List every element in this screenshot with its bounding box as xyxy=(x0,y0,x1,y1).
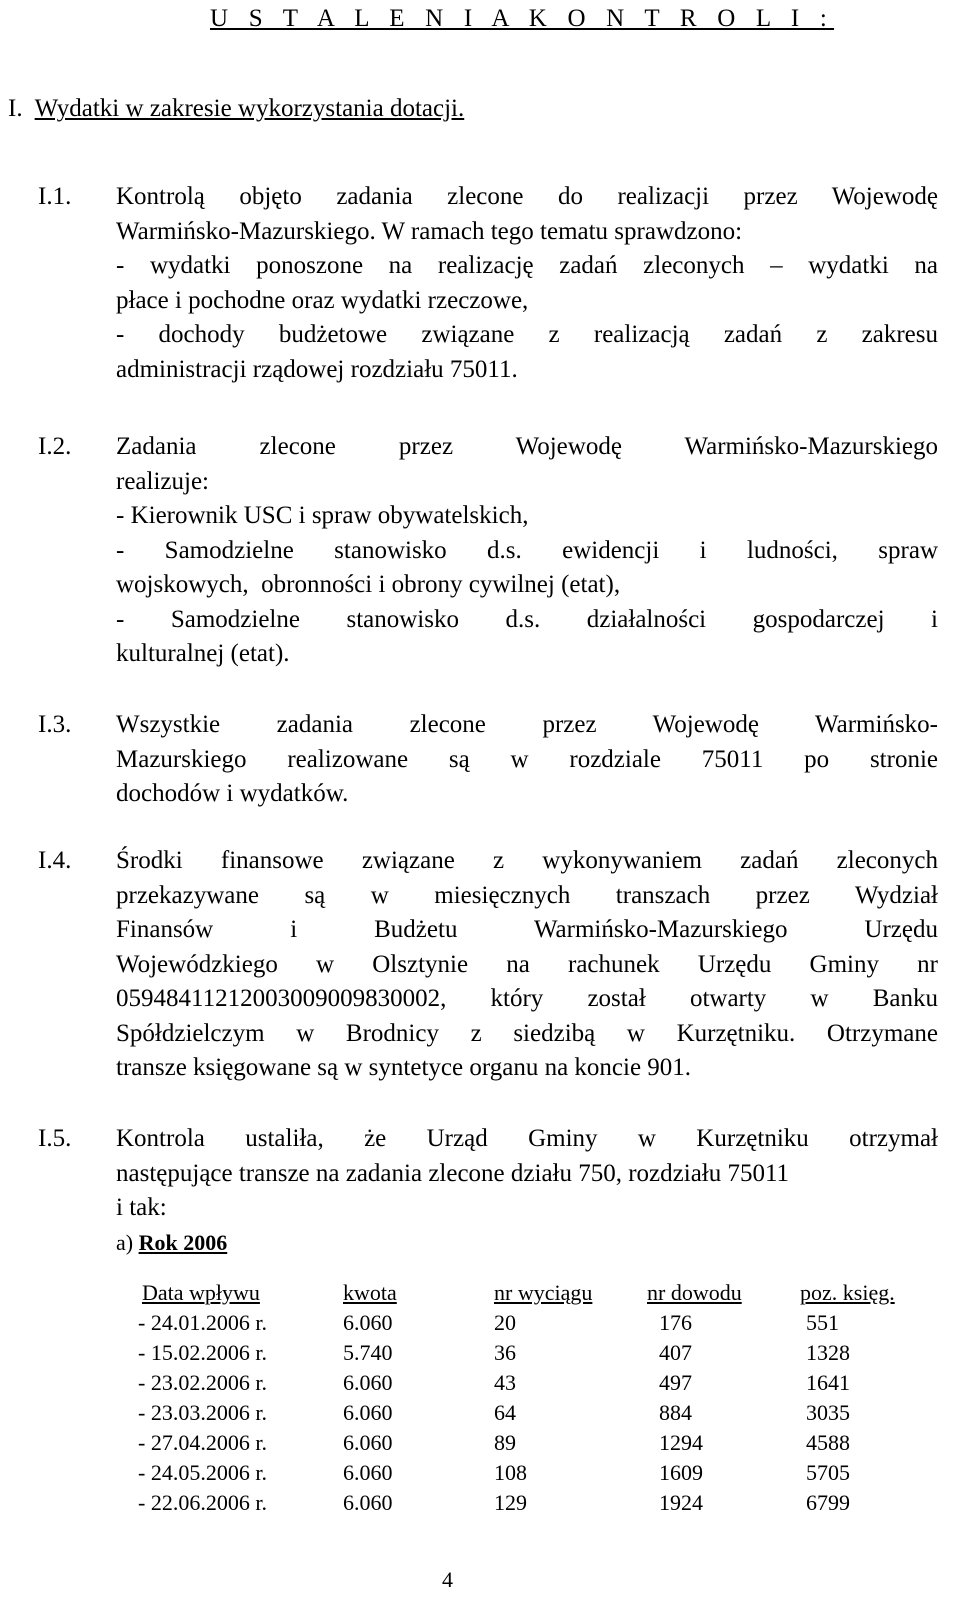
table-cell: 407 xyxy=(659,1340,692,1365)
table-cell: 5.740 xyxy=(343,1340,393,1365)
column-header: nr dowodu xyxy=(647,1280,742,1305)
paragraph-body xyxy=(116,708,938,812)
section-number: I. xyxy=(8,95,23,122)
text-line: płace i pochodne oraz wydatki rzeczowe, xyxy=(116,286,529,314)
table-cell: 1328 xyxy=(806,1340,850,1365)
text-line: Wojewódzkiego w Olsztynie na rachunek Urzędu Gminy nr xyxy=(116,950,938,978)
table-cell: - 24.05.2006 r. xyxy=(138,1460,267,1485)
table-cell: 89 xyxy=(494,1430,516,1455)
text-line: i tak: xyxy=(116,1194,167,1221)
text-line: Zadania zlecone przez Wojewodę Warmińsko-Mazurskiego xyxy=(116,433,938,460)
table-cell: 884 xyxy=(659,1400,692,1425)
table-cell: 1641 xyxy=(806,1370,850,1395)
text-line: następujące transze na zadania zlecone działu 750, rozdziału 75011 xyxy=(116,1159,790,1187)
page-title: U S T A L E N I A K O N T R O L I : xyxy=(210,5,835,32)
table-cell: 6.060 xyxy=(343,1490,393,1515)
table-cell: - 15.02.2006 r. xyxy=(138,1340,267,1365)
table-cell: 5705 xyxy=(806,1460,850,1485)
text-line: przekazywane są w miesięcznych transzach przez Wydział xyxy=(116,881,938,909)
table-cell: - 23.02.2006 r. xyxy=(138,1370,267,1395)
table-cell: 36 xyxy=(494,1340,516,1365)
table-cell: 1294 xyxy=(659,1430,703,1455)
table-cell: 4588 xyxy=(806,1430,850,1455)
table-cell: 64 xyxy=(494,1400,516,1425)
table-cell: - 22.06.2006 r. xyxy=(138,1490,267,1515)
table-cell: 1924 xyxy=(659,1490,703,1515)
subsection-title: Rok 2006 xyxy=(138,1230,228,1255)
column-header: nr wyciągu xyxy=(494,1280,593,1305)
text-line: kulturalnej (etat). xyxy=(116,640,290,667)
table-cell: 43 xyxy=(494,1370,516,1395)
table-cell: 20 xyxy=(494,1310,516,1335)
table-cell: 6.060 xyxy=(343,1460,393,1485)
paragraph-body xyxy=(116,180,938,387)
text-line: - wydatki ponoszone na realizację zadań zleconych – wydatki na xyxy=(116,252,938,279)
paragraph-body xyxy=(116,844,938,1086)
paragraph-number: I.5. xyxy=(38,1125,72,1152)
subsection-prefix: a) xyxy=(116,1230,139,1255)
table-cell: 129 xyxy=(494,1490,527,1515)
text-line: Mazurskiego realizowane są w rozdziale 75011 po stronie xyxy=(116,745,938,773)
paragraph-body xyxy=(116,1122,938,1226)
text-line: Spółdzielczym w Brodnicy z siedzibą w Kurzętniku. Otrzymane xyxy=(116,1019,938,1047)
table-cell: 6799 xyxy=(806,1490,850,1515)
page-number: 4 xyxy=(442,1567,453,1592)
text-line: - Kierownik USC i spraw obywatelskich, xyxy=(116,502,529,529)
text-line: - Samodzielne stanowisko d.s. działalności gospodarczej i xyxy=(116,605,938,633)
table-cell: 108 xyxy=(494,1460,527,1485)
section-title: Wydatki w zakresie wykorzystania dotacji. xyxy=(34,95,465,122)
table-cell: - 24.01.2006 r. xyxy=(138,1310,267,1335)
text-line: - dochody budżetowe związane z realizacją zadań z zakresu xyxy=(116,321,938,348)
paragraph-number: I.4. xyxy=(38,847,72,874)
text-line: Warmińsko-Mazurskiego. W ramach tego tematu sprawdzono: xyxy=(116,217,743,245)
paragraph-body xyxy=(116,430,938,672)
text-line: wojskowych, obronności i obrony cywilnej (etat), xyxy=(116,571,621,598)
text-line: - Samodzielne stanowisko d.s. ewidencji i ludności, spraw xyxy=(116,536,938,564)
table-cell: 6.060 xyxy=(343,1310,393,1335)
table-cell: 497 xyxy=(659,1370,692,1395)
column-header: poz. księg. xyxy=(800,1280,895,1305)
paragraph-number: I.3. xyxy=(38,711,72,738)
table-cell: - 23.03.2006 r. xyxy=(138,1400,267,1425)
text-line: dochodów i wydatków. xyxy=(116,780,349,807)
table-cell: 6.060 xyxy=(343,1400,393,1425)
text-line: Kontrola ustaliła, że Urząd Gminy w Kurzętniku otrzymał xyxy=(116,1125,938,1152)
table-cell: 6.060 xyxy=(343,1370,393,1395)
table-cell: 1609 xyxy=(659,1460,703,1485)
text-line: realizuje: xyxy=(116,467,209,495)
paragraph-number: I.1. xyxy=(38,183,72,210)
column-header: Data wpływu xyxy=(142,1280,260,1305)
column-header: kwota xyxy=(343,1280,397,1305)
table-cell: - 27.04.2006 r. xyxy=(138,1430,267,1455)
text-line: 05948411212003009009830002, który został otwarty w Banku xyxy=(116,985,938,1012)
text-line: Środki finansowe związane z wykonywaniem zadań zleconych xyxy=(116,847,938,874)
text-line: Kontrolą objęto zadania zlecone do realizacji przez Wojewodę xyxy=(116,183,938,210)
table-cell: 176 xyxy=(659,1310,692,1335)
section-heading xyxy=(8,92,464,127)
text-line: Wszystkie zadania zlecone przez Wojewodę Warmińsko- xyxy=(116,711,938,738)
text-line: Finansów i Budżetu Warmińsko-Mazurskiego Urzędu xyxy=(116,916,938,943)
text-line: transze księgowane są w syntetyce organu na koncie 901. xyxy=(116,1054,692,1081)
subsection-label xyxy=(116,1226,227,1261)
table-cell: 6.060 xyxy=(343,1430,393,1455)
table-cell: 3035 xyxy=(806,1400,850,1425)
text-line: administracji rządowej rozdziału 75011. xyxy=(116,355,518,383)
table-cell: 551 xyxy=(806,1310,839,1335)
paragraph-number: I.2. xyxy=(38,433,72,460)
